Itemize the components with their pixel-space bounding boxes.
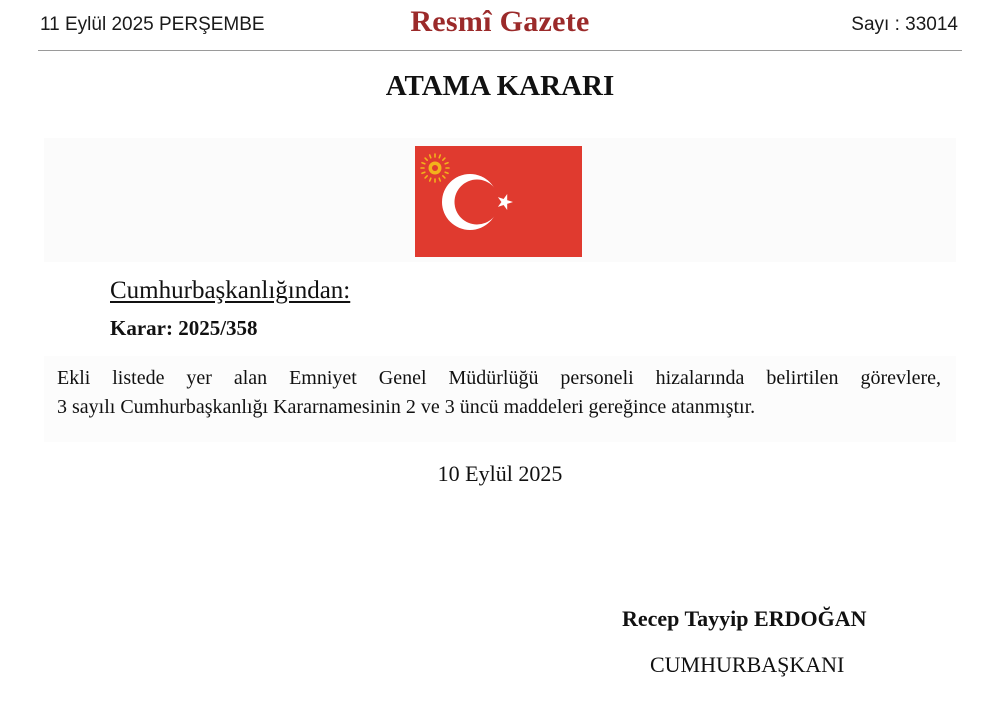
issue-number: Sayı : 33014 (851, 14, 958, 35)
body-line-1: Ekli listede yer alan Emniyet Genel Müdürlüğü personeli hizalarında belirtilen görevlere, (57, 367, 941, 389)
decision-number: Karar: 2025/358 (110, 316, 258, 340)
signer-title: CUMHURBAŞKANI (650, 652, 845, 677)
decision-body (57, 364, 941, 422)
turkish-flag-icon (415, 146, 582, 257)
document-title: ATAMA KARARI (385, 70, 615, 102)
signature-date: 10 Eylül 2025 (437, 461, 563, 486)
signer-name: Recep Tayyip ERDOĞAN (622, 606, 867, 631)
issuing-authority: Cumhurbaşkanlığından: (110, 277, 351, 304)
gazette-header (38, 0, 962, 51)
body-line-2: 3 sayılı Cumhurbaşkanlığı Kararnamesinin 2 ve 3 üncü maddeleri gereğince atanmıştır. (57, 396, 756, 418)
gazette-masthead: Resmî Gazete (410, 5, 590, 38)
issue-date: 11 Eylül 2025 PERŞEMBE (40, 14, 265, 35)
